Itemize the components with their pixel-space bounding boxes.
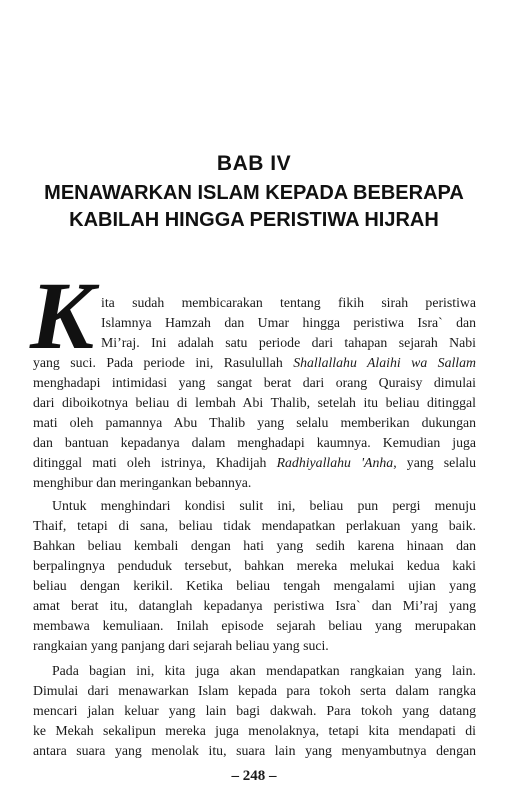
body-line: Mi’raj. Ini adalah satu periode dari tahapan sejarah Nabi (101, 335, 476, 350)
body-line: Islamnya Hamzah dan Umar hingga peristiwa Isra` dan (101, 315, 476, 330)
chapter-title-line: MENAWARKAN ISLAM KEPADA BEBERAPA (44, 182, 464, 204)
body-line: antara suara yang menolak itu, suara lain yang menyambutnya dengan (33, 743, 476, 758)
text-span: , yang selalu (393, 455, 476, 470)
body-line: Pada bagian ini, kita juga akan mendapatkan rangkaian yang lain. (52, 663, 476, 678)
page-number: – 248 – (231, 768, 277, 784)
body-line (33, 454, 476, 472)
text-span: ditinggal mati oleh istrinya, Khadijah (33, 455, 267, 470)
body-line: mencari jalan keluar yang lain bagi dakwah. Para tokoh yang datang (33, 703, 476, 718)
body-line: Dimulai dari menawarkan Islam kepada para tokoh serta dalam rangka (33, 683, 476, 698)
body-line: Untuk menghindari kondisi sulit ini, beliau pun pergi menuju (52, 498, 476, 513)
body-line: dari diboikotnya beliau di lembah Abi Thalib, setelah itu beliau ditinggal (33, 395, 476, 410)
body-line: menghadapi intimidasi yang sangat berat dari orang Quraisy dimulai (33, 375, 476, 390)
body-line: ita sudah membicarakan tentang fikih sirah peristiwa (101, 295, 476, 310)
body-line (33, 354, 476, 372)
chapter-label: BAB IV (216, 152, 292, 175)
drop-cap: K (30, 262, 95, 369)
body-line: dan bantuan kepadanya dalam menghadapi kaumnya. Kemudian juga (33, 435, 476, 450)
italic-phrase: Radhiyallahu 'Anha (276, 455, 394, 470)
body-line: amat berat itu, datanglah kepadanya peristiwa Isra` dan Mi’raj yang (33, 598, 476, 613)
chapter-title-line: KABILAH HINGGA PERISTIWA HIJRAH (69, 209, 439, 231)
body-line: berpalingnya penduduk tersebut, bahkan mereka melukai kedua kaki (33, 558, 476, 573)
body-line: menghibur dan meringankan bebannya. (33, 475, 252, 490)
body-line: membawa kemuliaan. Inilah episode sejarah beliau yang merupakan (33, 618, 476, 633)
text-span: yang suci. Pada periode ini, Rasulullah (33, 355, 283, 370)
body-line: mati oleh pamannya Abu Thalib yang selalu memberikan dukungan (33, 415, 476, 430)
chapter-title (0, 180, 508, 234)
body-line: Bahkan beliau kembali dengan hati yang sedih karena hinaan dan (33, 538, 476, 553)
body-line: beliau dengan kerikil. Ketika beliau tengah mengalami ujian yang (33, 578, 476, 593)
body-line: Thaif, tetapi di sana, beliau tidak mendapatkan perlakuan yang baik. (33, 518, 476, 533)
italic-phrase: Shallallahu Alaihi wa Sallam (293, 355, 476, 370)
body-line: ke Mekah sekalipun mereka juga menolaknya, tetapi kita mendapati di (33, 723, 476, 738)
body-line: rangkaian yang panjang dari sejarah beliau yang suci. (33, 638, 329, 653)
